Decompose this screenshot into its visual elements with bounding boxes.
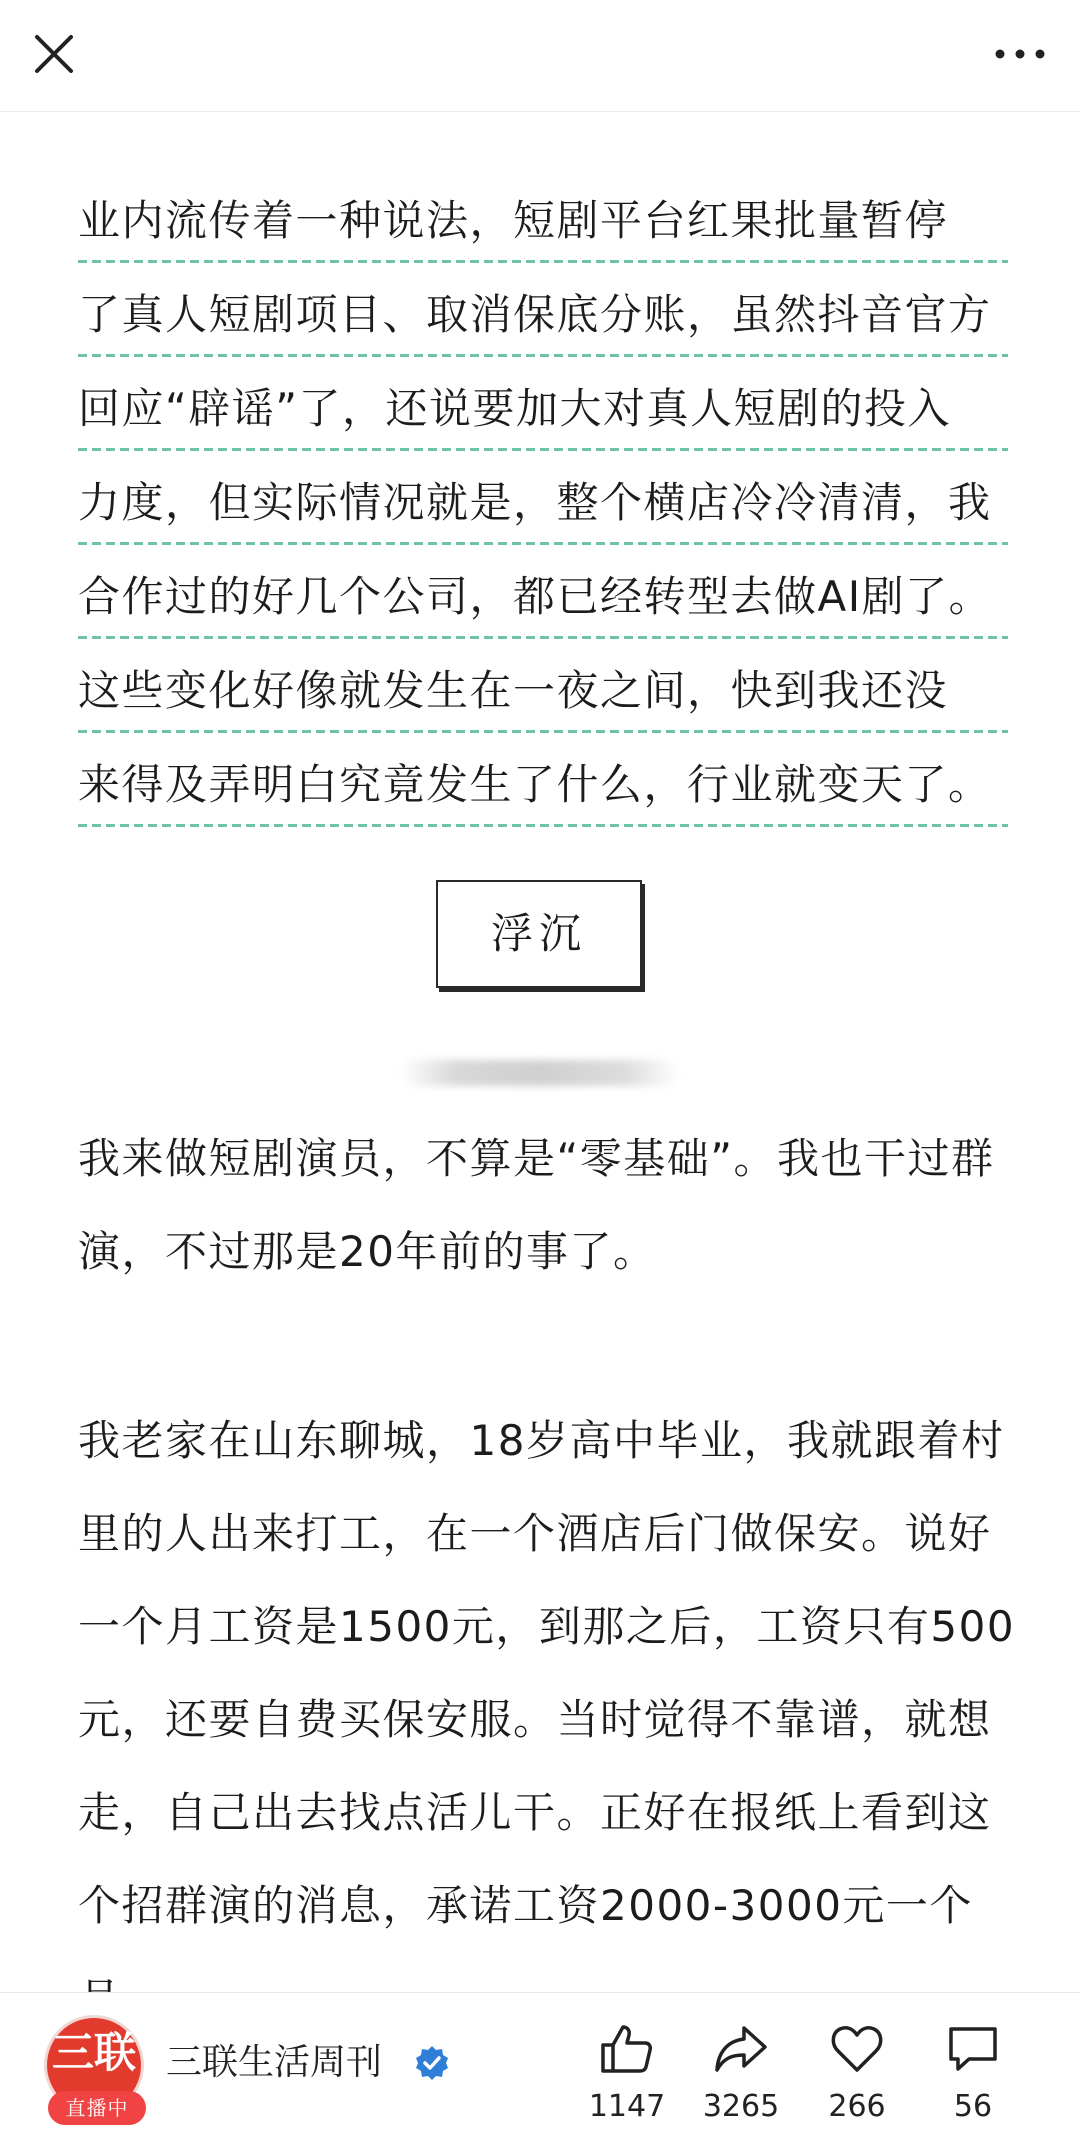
bottom-bar (0, 1992, 1080, 2140)
like-button[interactable] (582, 2023, 672, 2133)
share-icon (713, 2023, 769, 2075)
favorite-button[interactable] (812, 2023, 902, 2133)
like-count: 1147 (588, 2089, 666, 2124)
paragraph (78, 1394, 1016, 2045)
heart-icon (829, 2023, 885, 2075)
top-bar (0, 0, 1080, 112)
author-avatar-button[interactable] (44, 2015, 150, 2121)
verified-icon (414, 2045, 450, 2081)
text-line: 了真人短剧项目、取消保底分账，虽然抖音官方 (78, 268, 1008, 362)
text-line: 演，不过那是20年前的事了。 (78, 1227, 657, 1276)
text-line: 我来做短剧演员，不算是“零基础”。我也干过群 (78, 1134, 995, 1183)
section-heading: 浮沉 (436, 880, 642, 988)
favorite-count: 266 (828, 2089, 886, 2124)
text-line: 这些变化好像就发生在一夜之间，快到我还没 (78, 644, 1008, 738)
text-line: 走，自己出去找点活儿干。正好在报纸上看到这 (78, 1788, 992, 1837)
close-button[interactable] (28, 28, 80, 80)
more-icon (990, 28, 1050, 80)
text-line: 合作过的好几个公司，都已经转型去做AI剧了。 (78, 550, 1008, 644)
text-line: 力度，但实际情况就是，整个横店冷冷清清，我 (78, 456, 1008, 550)
paragraph (78, 1112, 1008, 1298)
text-line: 业内流传着一种说法，短剧平台红果批量暂停 (78, 174, 1008, 268)
avatar-logo-text: 三联 (51, 2028, 136, 2077)
more-options-button[interactable] (990, 28, 1050, 80)
close-icon (28, 28, 80, 80)
comment-count: 56 (953, 2089, 993, 2124)
text-line: 回应“辟谣”了，还说要加大对真人短剧的投入 (78, 362, 1008, 456)
share-button[interactable] (696, 2023, 786, 2133)
thumbs-up-icon (599, 2023, 655, 2075)
text-line: 个招群演的消息，承诺工资2000-3000元一个 (78, 1881, 973, 1930)
comment-icon (945, 2023, 1001, 2075)
text-line: 元，还要自费买保安服。当时觉得不靠谱，就想 (78, 1695, 992, 1744)
blurred-caption (400, 1060, 680, 1086)
text-line: 来得及弄明白究竟发生了什么，行业就变天了。 (78, 738, 1008, 832)
highlighted-paragraph (78, 174, 1008, 832)
comment-button[interactable] (928, 2023, 1018, 2133)
article-body (0, 112, 1080, 1992)
share-count: 3265 (702, 2089, 780, 2124)
text-line: 一个月工资是1500元，到那之后，工资只有500 (78, 1602, 1016, 1651)
live-badge: 直播中 (48, 2091, 146, 2125)
text-line: 我老家在山东聊城，18岁高中毕业，我就跟着村 (78, 1416, 1005, 1465)
text-line: 里的人出来打工，在一个酒店后门做保安。说好 (78, 1509, 992, 1558)
account-name[interactable]: 三联生活周刊 (166, 2042, 383, 2083)
